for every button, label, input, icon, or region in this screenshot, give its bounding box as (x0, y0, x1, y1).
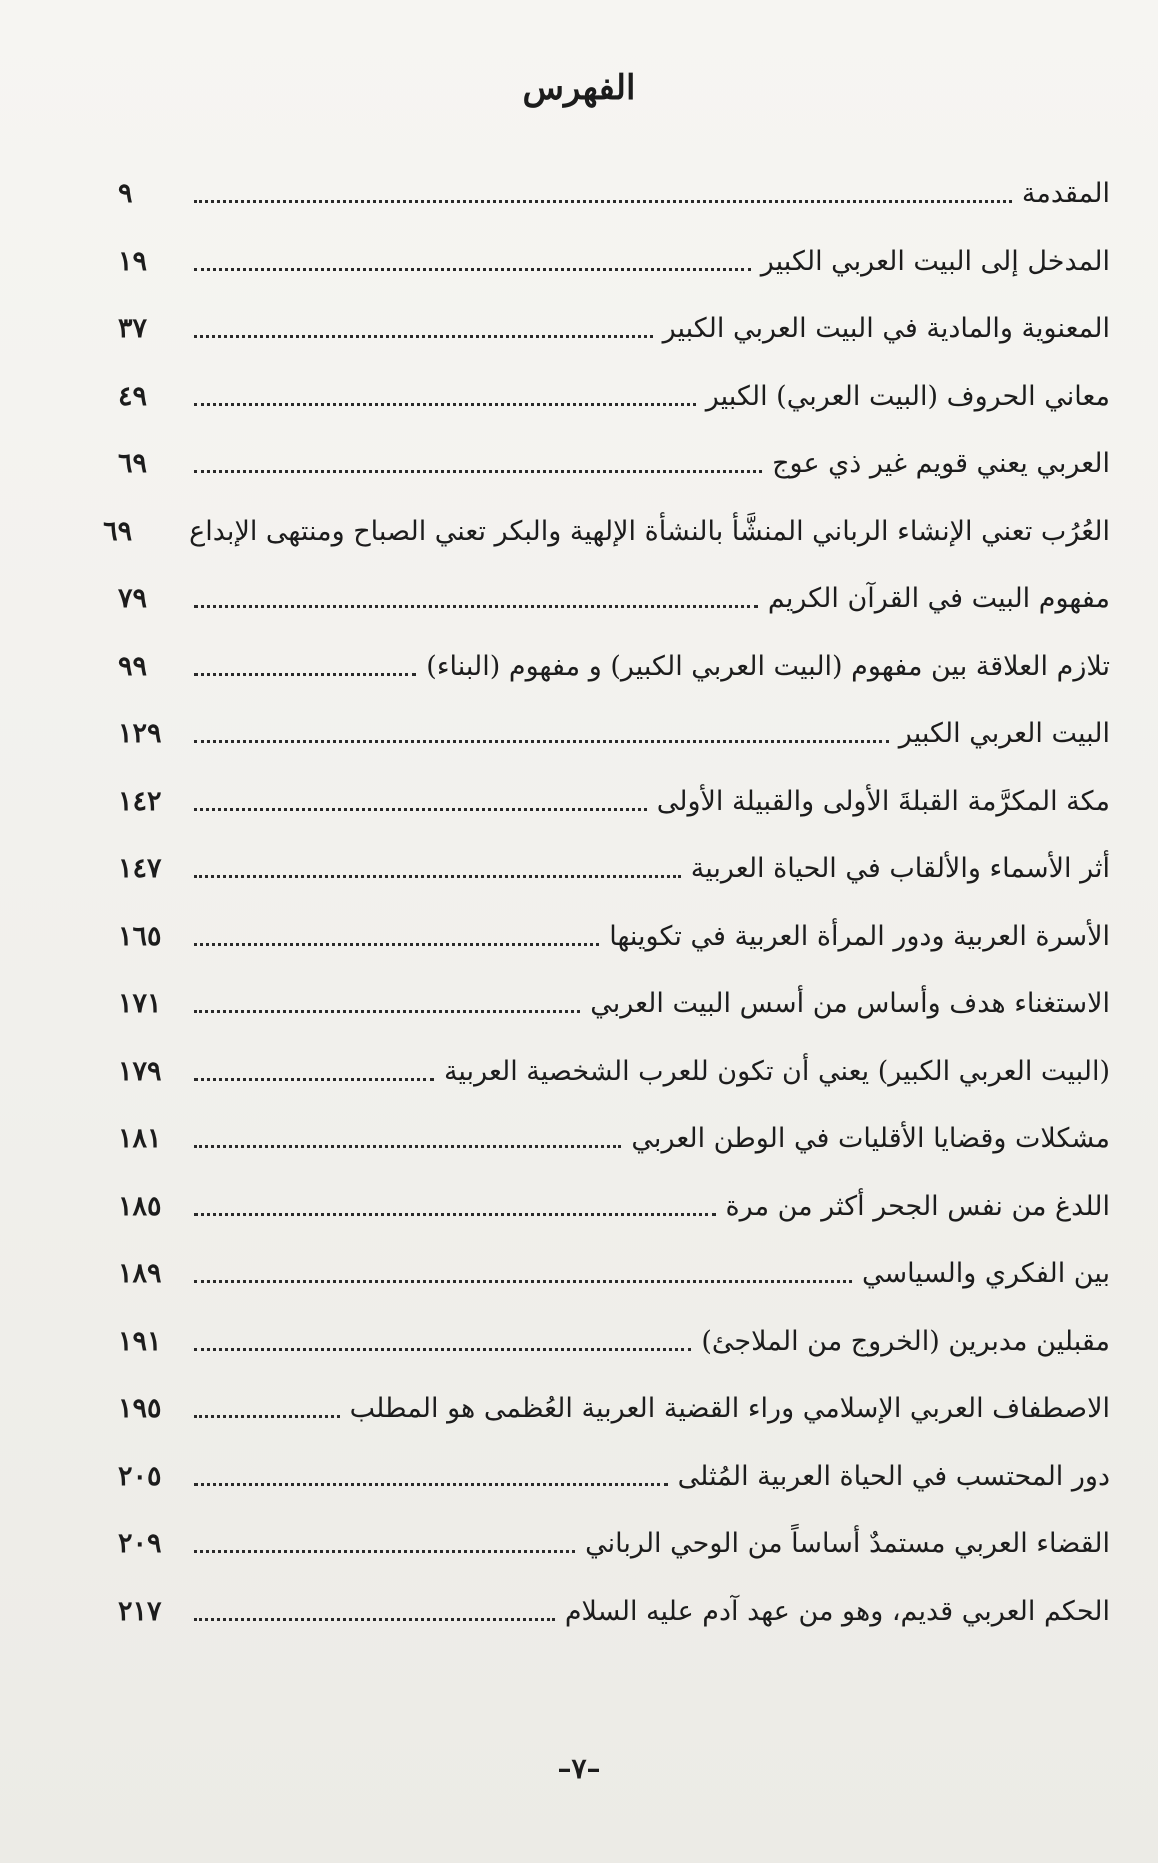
toc-entry (118, 1310, 1110, 1378)
dot-leader (194, 1121, 621, 1148)
toc-entry-page: ١٩١ (118, 1325, 162, 1357)
toc-entry (118, 1107, 1110, 1175)
dot-leader (194, 851, 681, 878)
toc-entry-page: ١٩٥ (118, 1393, 162, 1424)
toc-entry-title: اللدغ من نفس الجحر أكثر من مرة (725, 1190, 1110, 1222)
toc-entry-page: ٤٩ (118, 380, 148, 412)
toc-entry (118, 972, 1110, 1040)
toc-entry (118, 635, 1110, 703)
toc-entry-page: ١٨٥ (118, 1190, 162, 1222)
toc-entry-title: المعنوية والمادية في البيت العربي الكبير (662, 313, 1110, 344)
toc-entry-title: معاني الحروف (البيت العربي) الكبير (705, 380, 1110, 412)
toc-entry (118, 1512, 1110, 1580)
dot-leader (194, 1054, 434, 1081)
toc-entry-title: مكة المكرَّمة القبلةَ الأولى والقبيلة الأولى (656, 785, 1110, 817)
toc-entry-title: مشكلات وقضايا الأقليات في الوطن العربي (631, 1123, 1110, 1154)
dot-leader (194, 1526, 575, 1553)
toc-entry (118, 297, 1110, 365)
toc-entry-title: (البيت العربي الكبير) يعني أن تكون للعرب الشخصية العربية (443, 1055, 1110, 1087)
toc-entry (118, 1040, 1110, 1108)
toc-entry (118, 1580, 1110, 1648)
toc-entry-page: ١٨٩ (118, 1258, 162, 1289)
toc-entry-page: ٦٩ (118, 448, 148, 479)
toc-entry-title: العُرُب تعني الإنشاء الرباني المنشَّأ بالنشأة الإلهية والبكر تعني الصباح ومنتهى الإبداع (189, 515, 1110, 547)
toc-entry-title: الاصطفاف العربي الإسلامي وراء القضية العربية العُظمى هو المطلب (349, 1393, 1110, 1424)
page-title: الفهرس (522, 68, 636, 108)
dot-leader (194, 1391, 340, 1418)
toc-entry (118, 702, 1110, 770)
toc-entry (118, 1377, 1110, 1445)
toc-entry (118, 837, 1110, 905)
toc-entry-page: ١٢٩ (118, 718, 162, 749)
toc-entry-title: مفهوم البيت في القرآن الكريم (767, 583, 1110, 614)
toc-entry (118, 1445, 1110, 1513)
page-number: –٧– (557, 1752, 601, 1785)
toc-entry (118, 230, 1110, 298)
toc-entry-title: البيت العربي الكبير (898, 718, 1110, 749)
toc-entry-title: بين الفكري والسياسي (861, 1258, 1110, 1289)
toc-entry (118, 905, 1110, 973)
toc-entry-page: ٢١٧ (118, 1595, 162, 1627)
toc-entry-title: مقبلين مدبرين (الخروج من الملاجئ) (701, 1325, 1110, 1357)
toc-entry (118, 567, 1110, 635)
toc-entry-page: ٢٠٩ (118, 1528, 162, 1559)
toc-entry-page: ٩ (118, 178, 133, 209)
toc-entry-page: ١٨١ (118, 1123, 162, 1154)
dot-leader (194, 649, 416, 676)
dot-leader (194, 919, 599, 946)
dot-leader (194, 581, 758, 608)
dot-leader (194, 446, 762, 473)
dot-leader (194, 1459, 668, 1486)
toc-entry-page: ٩٩ (118, 650, 148, 682)
dot-leader (194, 1189, 716, 1216)
toc-entry-title: تلازم العلاقة بين مفهوم (البيت العربي الكبير) و مفهوم (البناء) (426, 650, 1110, 682)
dot-leader (194, 1594, 555, 1621)
toc-entry-page: ١٤٧ (118, 853, 162, 884)
toc-entry-page: ١٧٩ (118, 1055, 162, 1087)
toc-entry-page: ٧٩ (118, 583, 148, 614)
toc-entry-page: ١٩ (118, 245, 148, 277)
toc-entry-page: ١٦٥ (118, 920, 162, 952)
toc-entry (118, 365, 1110, 433)
dot-leader (194, 784, 647, 811)
toc-entry-title: العربي يعني قويم غير ذي عوج (772, 448, 1110, 479)
toc-entry-page: ٣٧ (118, 313, 148, 344)
dot-leader (194, 716, 889, 743)
toc-entry-title: الأسرة العربية ودور المرأة العربية في تكوينها (609, 920, 1110, 952)
table-of-contents (103, 162, 1110, 1647)
dot-leader (194, 311, 653, 338)
toc-entry-title: القضاء العربي مستمدٌ أساساً من الوحي الرباني (585, 1528, 1110, 1559)
toc-entry-page: ١٧١ (118, 988, 162, 1019)
toc-entry-page: ٦٩ (103, 515, 133, 547)
toc-entry-title: المدخل إلى البيت العربي الكبير (760, 245, 1110, 277)
dot-leader (194, 1256, 852, 1283)
toc-entry (118, 162, 1110, 230)
toc-entry (118, 770, 1110, 838)
toc-entry (118, 1242, 1110, 1310)
toc-entry (118, 1175, 1110, 1243)
toc-entry-title: المقدمة (1021, 178, 1110, 209)
toc-entry-title: دور المحتسب في الحياة العربية المُثلى (677, 1460, 1110, 1492)
toc-entry-title: الاستغناء هدف وأساس من أسس البيت العربي (590, 988, 1110, 1019)
toc-entry (103, 500, 1110, 568)
dot-leader (194, 1324, 691, 1351)
dot-leader (194, 176, 1012, 203)
toc-entry-page: ٢٠٥ (118, 1460, 162, 1492)
dot-leader (194, 986, 580, 1013)
toc-entry (118, 432, 1110, 500)
toc-entry-title: الحكم العربي قديم، وهو من عهد آدم عليه السلام (564, 1595, 1110, 1627)
dot-leader (194, 379, 696, 406)
toc-entry-page: ١٤٢ (118, 785, 162, 817)
dot-leader (194, 244, 751, 271)
toc-entry-title: أثر الأسماء والألقاب في الحياة العربية (690, 853, 1110, 884)
